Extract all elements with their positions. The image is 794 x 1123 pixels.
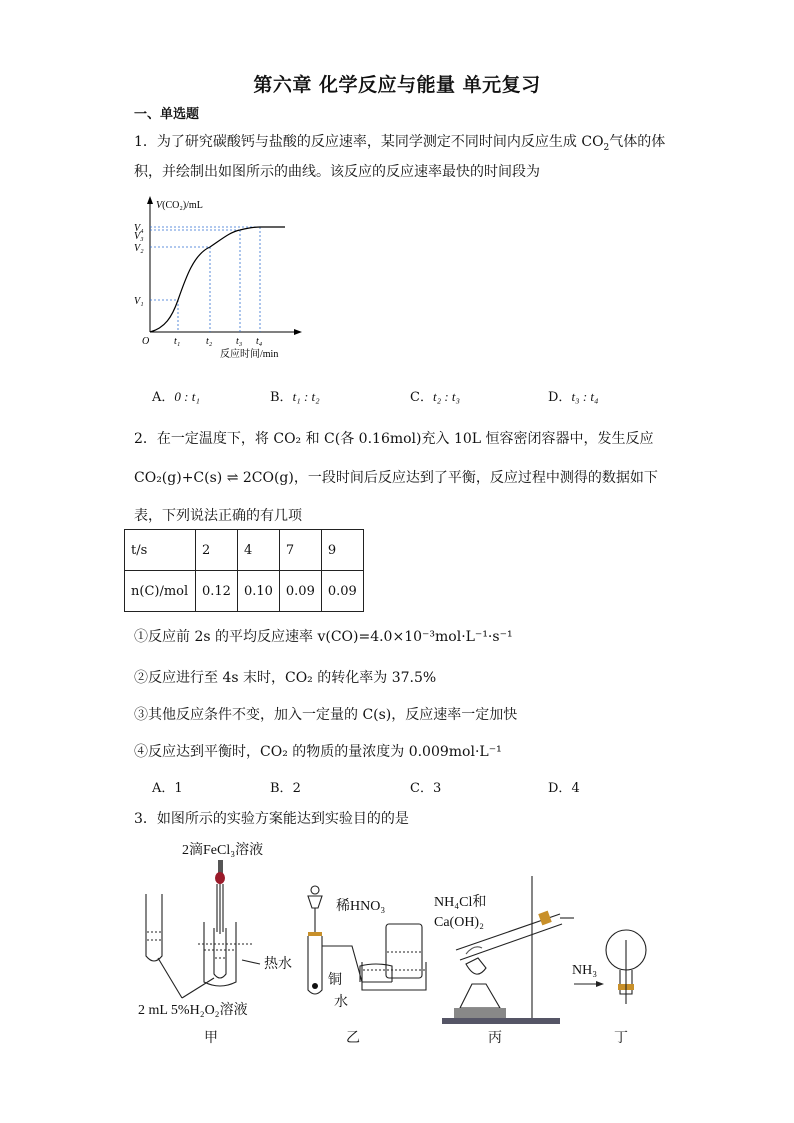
svg-text:NH₄Cl和: NH₄Cl和 [434,895,487,910]
setup-jia [138,841,292,1046]
q2-option-d[interactable]: D．4 [548,781,580,796]
svg-text:甲: 甲 [204,1031,218,1046]
svg-text:2 mL 5%H₂O₂溶液: 2 mL 5%H₂O₂溶液 [138,1003,248,1018]
q2-stem-line2: CO₂(g)+C(s) ⇌ 2CO(g)，一段时间后反应达到了平衡，反应过程中测得的数据如下 [134,470,658,486]
xtick-t3: t₃ [236,336,243,347]
table-row: n(C)/mol 0.12 0.10 0.09 0.09 [125,571,364,612]
q1-stem-line2: 积，并绘制出如图所示的曲线。该反应的反应速率最快的时间段为 [134,164,540,180]
q3-stem: 3．如图所示的实验方案能达到实验目的的是 [134,811,409,827]
volume-curve [150,227,285,332]
x-axis-label: 反应时间/min [220,349,279,360]
q1-option-d[interactable]: D．t₃ : t₄ [548,389,599,405]
page-title: 第六章 化学反应与能量 单元复习 [253,74,541,96]
ytick-v1: V₁ [134,296,144,307]
volume-time-chart [130,192,310,364]
data-table [124,529,364,612]
svg-text:乙: 乙 [346,1031,360,1046]
dropper-bulb-icon [215,872,225,884]
q1-stem-line1: 1．为了研究碳酸钙与盐酸的反应速率，某同学测定不同时间内反应生成 $CO_2$气体的体 [134,134,666,153]
guide-lines [150,227,260,332]
svg-text:水: 水 [334,995,348,1010]
setup-ding [572,930,646,1046]
svg-text:2滴FeCl₃溶液: 2滴FeCl₃溶液 [182,843,264,858]
svg-text:丙: 丙 [488,1031,502,1046]
q2-option-a[interactable]: A．1 [152,781,183,796]
xtick-t1: t₁ [174,336,181,347]
x-axis-arrow [294,329,302,335]
svg-text:热水: 热水 [264,957,292,972]
q2-option-c[interactable]: C．3 [410,781,442,796]
table-row: t/s 2 4 7 9 [125,530,364,571]
y-axis-label: V(CO₂)/mL [156,200,203,211]
q1-option-c[interactable]: C．t₂ : t₃ [410,389,461,405]
q2-option-b[interactable]: B．2 [270,781,301,796]
q2-statement-2: ②反应进行至 4s 末时，CO₂ 的转化率为 37.5% [134,670,437,686]
xtick-t4: t₄ [256,336,263,347]
setup-yi [308,886,426,1046]
q1-option-a[interactable]: A．0 : t₁ [152,389,200,405]
ytick-v3: V₃ [134,231,144,242]
origin-label: O [142,336,150,347]
svg-text:铜: 铜 [328,973,342,988]
svg-text:稀HNO₃: 稀HNO₃ [336,899,386,914]
q2-statement-1: ①反应前 2s 的平均反应速率 v(CO)=4.0×10⁻³mol·L⁻¹·s⁻¹ [134,629,513,645]
y-axis-arrow [147,196,153,204]
q1-option-b[interactable]: B．t₁ : t₂ [270,389,320,405]
q2-stem-line3: 表，下列说法正确的有几项 [134,508,302,524]
section-heading: 一、单选题 [134,107,200,122]
svg-text:Ca(OH)₂: Ca(OH)₂ [434,915,484,930]
setup-bing [434,876,574,1046]
reaction-equation: CO₂(g)+C(s) ⇌ 2CO(g) [134,470,294,486]
q2-statement-3: ③其他反应条件不变，加入一定量的 C(s)，反应速率一定加快 [134,707,518,723]
q2-statement-4: ④反应达到平衡时，CO₂ 的物质的量浓度为 0.009mol·L⁻¹ [134,744,502,760]
xtick-t2: t₂ [206,336,213,347]
ytick-v4: V₄ [134,223,144,234]
svg-text:NH₃: NH₃ [572,963,598,978]
q2-stem-line1: 2．在一定温度下，将 CO₂ 和 C(各 0.16mol)充入 10L 恒容密闭容器中，发生反应 [134,431,654,447]
apparatus-figure [130,832,670,1052]
svg-text:丁: 丁 [614,1031,628,1046]
ytick-v2: V₂ [134,243,144,254]
